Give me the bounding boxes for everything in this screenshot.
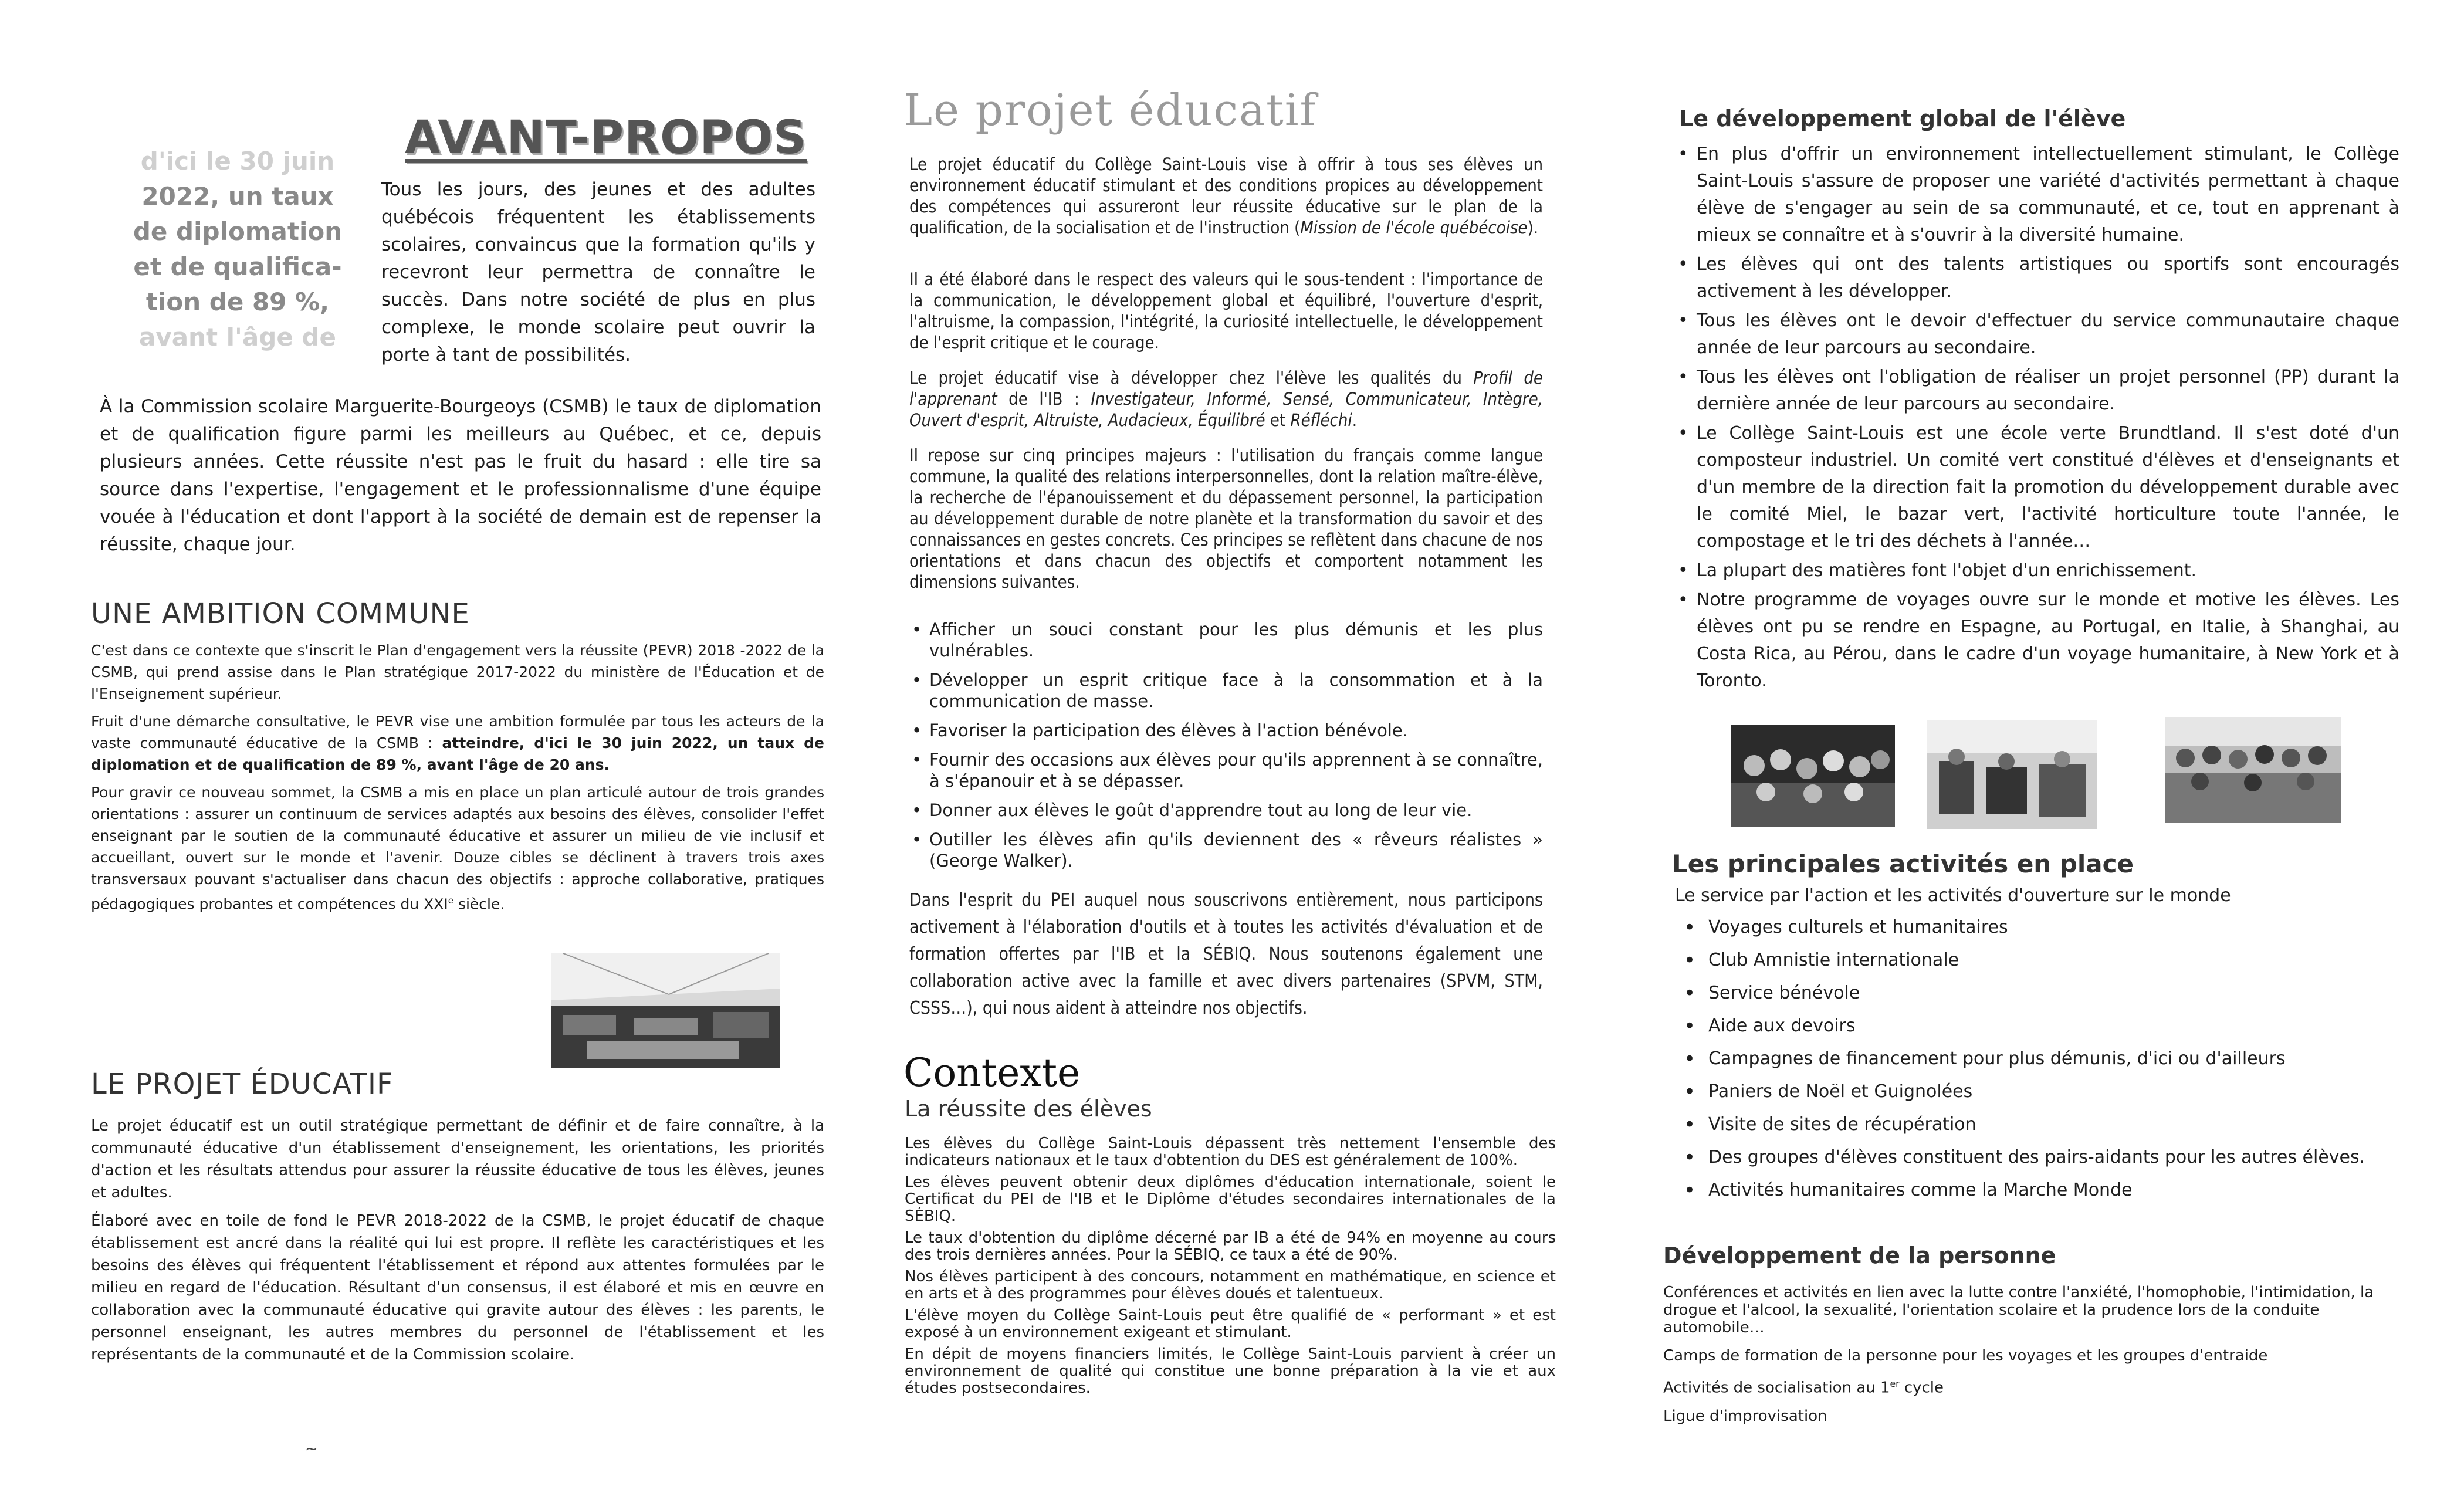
contexte-paragraph: Nos élèves participent à des concours, notamment en mathématique, en science et en arts et à des programmes pour élèves doués et talentueux. bbox=[905, 1268, 1556, 1302]
text-run: Le projet éducatif vise à développer chez l'élève les qualités du bbox=[909, 368, 1474, 388]
pei-paragraph: Dans l'esprit du PEI auquel nous souscrivons entièrement, nous participons activement à l'élaboration d'outils et à toutes les activités d'évaluation et de formation offertes par l'IB et la SÉBIQ. Nous soutenons également une collaboration active avec la famille et avec divers partenaires (SPVM, STM, CSSS…), qui nous aident à atteindre nos objectifs. bbox=[909, 890, 1543, 1018]
text-italic: Profil de l'apprenant bbox=[909, 368, 1543, 409]
column-developpement bbox=[1643, 0, 2405, 1496]
ambition-text bbox=[91, 639, 824, 920]
list-item: • En plus d'offrir un environnement intellectuellement stimulant, le Collège Saint-Louis s'assure de proposer une variété d'activités permettant à chaque élève de s'engager au sein de sa communauté, et ce, tout en apprenant à mieux se connaître et à s'ouvrir à la diversité humaine. bbox=[1678, 141, 2399, 249]
list-item: • Afficher un souci constant pour les plus démunis et les plus vulnérables. bbox=[909, 619, 1543, 661]
list-item: • Le Collège Saint-Louis est une école verte Brundtland. Il s'est doté d'un composteur industriel. Un comité vert constitué d'élèves et d'enseignants et d'un membre de la direction fait la promotion du développement durable avec le comité Miel, le bazar vert, l'activité horticulture toute l'année, le compostage et le tri des déchets à l'année… bbox=[1678, 420, 2399, 555]
column-projet-educatif bbox=[892, 0, 1556, 1496]
superscript: er bbox=[1890, 1379, 1900, 1389]
personne-item: Camps de formation de la personne pour les voyages et les groupes d'entraide bbox=[1663, 1347, 2268, 1365]
developpement-list bbox=[1678, 141, 2399, 697]
text-italic: Réfléchi bbox=[1290, 410, 1352, 430]
text-run: de l'IB : bbox=[997, 389, 1091, 409]
valeurs-paragraph: Il a été élaboré dans le respect des valeurs qui le sous-tendent : l'importance de la communication, le développement global et équilibré, l'ouverture d'esprit, l'altruisme, la compassion, l'intégrité, la curiosité intellectuelle, le développement de l'esprit critique et le courage. bbox=[909, 269, 1543, 353]
activites-intro: Le service par l'action et les activités d'ouverture sur le monde bbox=[1675, 885, 2231, 906]
pull-quote bbox=[100, 144, 375, 355]
text-italic: Mission de l'école québécoise bbox=[1300, 218, 1528, 238]
projet-text bbox=[91, 1115, 824, 1372]
list-item: • Fournir des occasions aux élèves pour qu'ils apprennent à se connaître, à s'épanouir et à se dépasser. bbox=[909, 749, 1543, 791]
pull-quote-line: 2022, un taux bbox=[141, 182, 334, 211]
contexte-subtitle: La réussite des élèves bbox=[905, 1096, 1152, 1122]
ambition-goal-bold: atteindre, d'ici le 30 juin 2022, un taux de diplomation et de qualification de 89 %, avant l'âge de 20 ans. bbox=[91, 735, 824, 773]
pull-quote-line: avant l'âge de bbox=[139, 323, 336, 351]
text-run: ). bbox=[1527, 218, 1539, 238]
projet-paragraph: Élaboré avec en toile de fond le PEVR 2018-2022 de la CSMB, le projet éducatif de chaque établissement est ancré dans la réalité qui lui est propre. Il reflète les caractéristiques et les besoins des élèves qui fréquentent l'établissement et répond aux attentes formulées par le milieu en regard de l'éducation. Résultant d'un consensus, il est élaboré et mis en œuvre en collaboration avec la communauté éducative qui gravite autour des élèves : les parents, le personnel enseignant, les autres membres du personnel de l'établissement et les représentants de la communauté et de la Commission scolaire. bbox=[91, 1212, 824, 1363]
ambition-text-run: siècle. bbox=[453, 895, 505, 913]
ambition-paragraph bbox=[91, 710, 824, 776]
list-item: • Aide aux devoirs bbox=[1684, 1015, 2399, 1037]
activites-list bbox=[1684, 916, 2399, 1212]
contexte-paragraph: Le taux d'obtention du diplôme décerné par IB a été de 94% en moyenne au cours des trois dernières années. Pour la SÉBIQ, ce taux a été de 90%. bbox=[905, 1229, 1556, 1264]
projet-educatif-heading: LE PROJET ÉDUCATIF bbox=[91, 1068, 394, 1101]
list-item: • Club Amnistie internationale bbox=[1684, 949, 2399, 972]
pull-quote-line: et de qualifica- bbox=[133, 252, 342, 281]
team-photo bbox=[2165, 717, 2341, 823]
list-item: • Tous les élèves ont l'obligation de réaliser un projet personnel (PP) durant la dernière année de leur parcours au secondaire. bbox=[1678, 364, 2399, 418]
text-run: . bbox=[1352, 410, 1357, 430]
activites-heading: Les principales activités en place bbox=[1672, 849, 2134, 878]
principes-list bbox=[909, 619, 1543, 879]
classroom-photo bbox=[551, 953, 780, 1068]
list-item: • Paniers de Noël et Guignolées bbox=[1684, 1081, 2399, 1103]
text-run: Activités de socialisation au 1 bbox=[1663, 1379, 1890, 1397]
ambition-paragraph: C'est dans ce contexte que s'inscrit le Plan d'engagement vers la réussite (PEVR) 2018 -2022 de la CSMB, qui prend assise dans le Plan stratégique 2017-2022 du ministère de l'Éducation et de l'Enseignement supérieur. bbox=[91, 642, 824, 702]
projet-paragraph bbox=[909, 154, 1543, 238]
contexte-paragraph: Les élèves du Collège Saint-Louis dépassent très nettement l'ensemble des indicateurs nationaux et le taux d'obtention du DES est généralement de 100%. bbox=[905, 1135, 1556, 1169]
column-avant-propos bbox=[76, 0, 824, 1496]
personne-text bbox=[1663, 1284, 2397, 1436]
personne-heading: Développement de la personne bbox=[1663, 1243, 2056, 1268]
text-run: et bbox=[1265, 410, 1291, 430]
avant-propos-title: AVANT-PROPOS bbox=[405, 111, 807, 164]
group-photo bbox=[1731, 725, 1895, 827]
csmb-paragraph: À la Commission scolaire Marguerite-Bourgeoys (CSMB) le taux de diplomation et de qualification figure parmi les meilleurs au Québec, et ce, depuis plusieurs années. Cette réussite n'est pas le fruit du hasard : elle tire sa source dans l'expertise, l'engagement et le professionnalisme d'une équipe vouée à l'éducation et dont l'apport à la société de demain est de repenser la réussite, chaque jour. bbox=[100, 396, 821, 555]
event-photo bbox=[1927, 720, 2097, 829]
page-mark: ~ bbox=[305, 1440, 318, 1458]
text-italic: Investigateur, Informé, Sensé, Communicateur, Intègre, Ouvert d'esprit, Altruiste, Audacieux, Équilibré bbox=[909, 389, 1543, 430]
personne-item: Conférences et activités en lien avec la lutte contre l'anxiété, l'homophobie, l'intimidation, la drogue et l'alcool, la sexualité, l'orientation scolaire et la prudence lors de la conduite automobile… bbox=[1663, 1284, 2374, 1336]
contexte-title: Contexte bbox=[903, 1050, 1081, 1095]
list-item: • Les élèves qui ont des talents artistiques ou sportifs sont encouragés activement à les développer. bbox=[1678, 251, 2399, 305]
list-item: • Service bénévole bbox=[1684, 982, 2399, 1004]
list-item: • La plupart des matières font l'objet d'un enrichissement. bbox=[1678, 557, 2399, 584]
profil-paragraph bbox=[909, 367, 1543, 431]
list-item: • Visite de sites de récupération bbox=[1684, 1113, 2399, 1136]
list-item: • Donner aux élèves le goût d'apprendre tout au long de leur vie. bbox=[909, 800, 1543, 821]
list-item: • Voyages culturels et humanitaires bbox=[1684, 916, 2399, 939]
ambition-paragraph bbox=[91, 781, 824, 915]
ambition-text-run: Fruit d'une démarche consultative, le PEVR vise une ambition formulée par tous les acteurs de la vaste communauté éducative de la CSMB : bbox=[91, 713, 824, 752]
avant-propos-intro: Tous les jours, des jeunes et des adultes québécois fréquentent les établissements scolaires, convaincus que la formation qu'ils y recevront leur permettra de connaître le succès. Dans notre société de plus en plus complexe, le monde scolaire peut ouvrir la porte à tant de possibilités. bbox=[381, 179, 815, 365]
superscript: e bbox=[448, 895, 453, 906]
personne-item: Ligue d'improvisation bbox=[1663, 1407, 1827, 1425]
ambition-heading: UNE AMBITION COMMUNE bbox=[91, 597, 470, 630]
projet-paragraph: Le projet éducatif est un outil stratégique permettant de définir et de faire connaître, à la communauté éducative d'un établissement d'enseignement, les orientations, les priorités d'action et les résultats attendus pour assurer la réussite éducative de tous les élèves, jeunes et adultes. bbox=[91, 1117, 824, 1201]
principes-paragraph: Il repose sur cinq principes majeurs : l'utilisation du français comme langue commune, la qualité des relations interpersonnelles, dont la relation maître-élève, la recherche de l'épanouissement et du dépassement personnel, la participation au développement durable de notre planète et la transformation du savoir et des connaissances en gestes concrets. Ces principes se reflètent dans chacune de nos orientations et dans chacun des objectifs et comportent notamment les dimensions suivantes. bbox=[909, 445, 1543, 592]
contexte-paragraph: Les élèves peuvent obtenir deux diplômes d'éducation internationale, soient le Certificat du PEI de l'IB et le Diplôme d'études secondaires internationales de la SÉBIQ. bbox=[905, 1173, 1556, 1225]
pull-quote-line: de diplomation bbox=[133, 217, 343, 246]
projet-educatif-title: Le projet éducatif bbox=[903, 85, 1317, 136]
personne-item bbox=[1663, 1375, 2397, 1397]
text-run: cycle bbox=[1899, 1379, 1944, 1397]
contexte-paragraph: L'élève moyen du Collège Saint-Louis peut être qualifié de « performant » et est exposé à un environnement exigeant et stimulant. bbox=[905, 1307, 1556, 1341]
text-run: Le projet éducatif du Collège Saint-Louis vise à offrir à tous ses élèves un environnement éducatif stimulant et des conditions propices au développement des compétences qui assureront leur réussite éducative sur le plan de la qualification, de la socialisation et de l'instruction ( bbox=[909, 154, 1543, 238]
list-item: • Développer un esprit critique face à la consommation et à la communication de masse. bbox=[909, 669, 1543, 712]
pull-quote-line: d'ici le 30 juin bbox=[140, 147, 335, 175]
list-item: • Tous les élèves ont le devoir d'effectuer du service communautaire chaque année de leur parcours au secondaire. bbox=[1678, 307, 2399, 361]
pull-quote-line: tion de 89 %, bbox=[145, 287, 330, 316]
list-item: • Favoriser la participation des élèves à l'action bénévole. bbox=[909, 720, 1543, 741]
ambition-text-run: Pour gravir ce nouveau sommet, la CSMB a mis en place un plan articulé autour de trois grandes orientations : assurer un continuum de services adaptés aux besoins des élèves, consolider l'effet enseignant par le soutien de la communauté éducative et assurer un milieu de vie inclusif et accueillant, ouvert sur le monde et l'avenir. Douze cibles se déclinent à travers trois axes transversaux pouvant s'actualiser dans chacun des objectifs : approche collaborative, pratiques pédagogiques probantes et compétences du XXI bbox=[91, 784, 824, 913]
list-item: • Notre programme de voyages ouvre sur le monde et motive les élèves. Les élèves ont pu se rendre en Espagne, au Portugal, en Italie, à Shanghai, au Costa Rica, au Pérou, dans le cadre d'un voyage humanitaire, à New York et à Toronto. bbox=[1678, 587, 2399, 695]
list-item: • Outiller les élèves afin qu'ils deviennent des « rêveurs réalistes » (George Walker). bbox=[909, 829, 1543, 871]
list-item: • Activités humanitaires comme la Marche Monde bbox=[1684, 1179, 2399, 1201]
list-item: • Des groupes d'élèves constituent des pairs-aidants pour les autres élèves. bbox=[1684, 1146, 2399, 1169]
contexte-text bbox=[905, 1135, 1556, 1402]
contexte-paragraph: En dépit de moyens financiers limités, le Collège Saint-Louis parvient à créer un environnement de qualité qui constitue une bonne préparation à la vie et aux études postsecondaires. bbox=[905, 1345, 1556, 1397]
list-item: • Campagnes de financement pour plus démunis, d'ici ou d'ailleurs bbox=[1684, 1048, 2399, 1070]
developpement-heading: Le développement global de l'élève bbox=[1679, 106, 2126, 131]
